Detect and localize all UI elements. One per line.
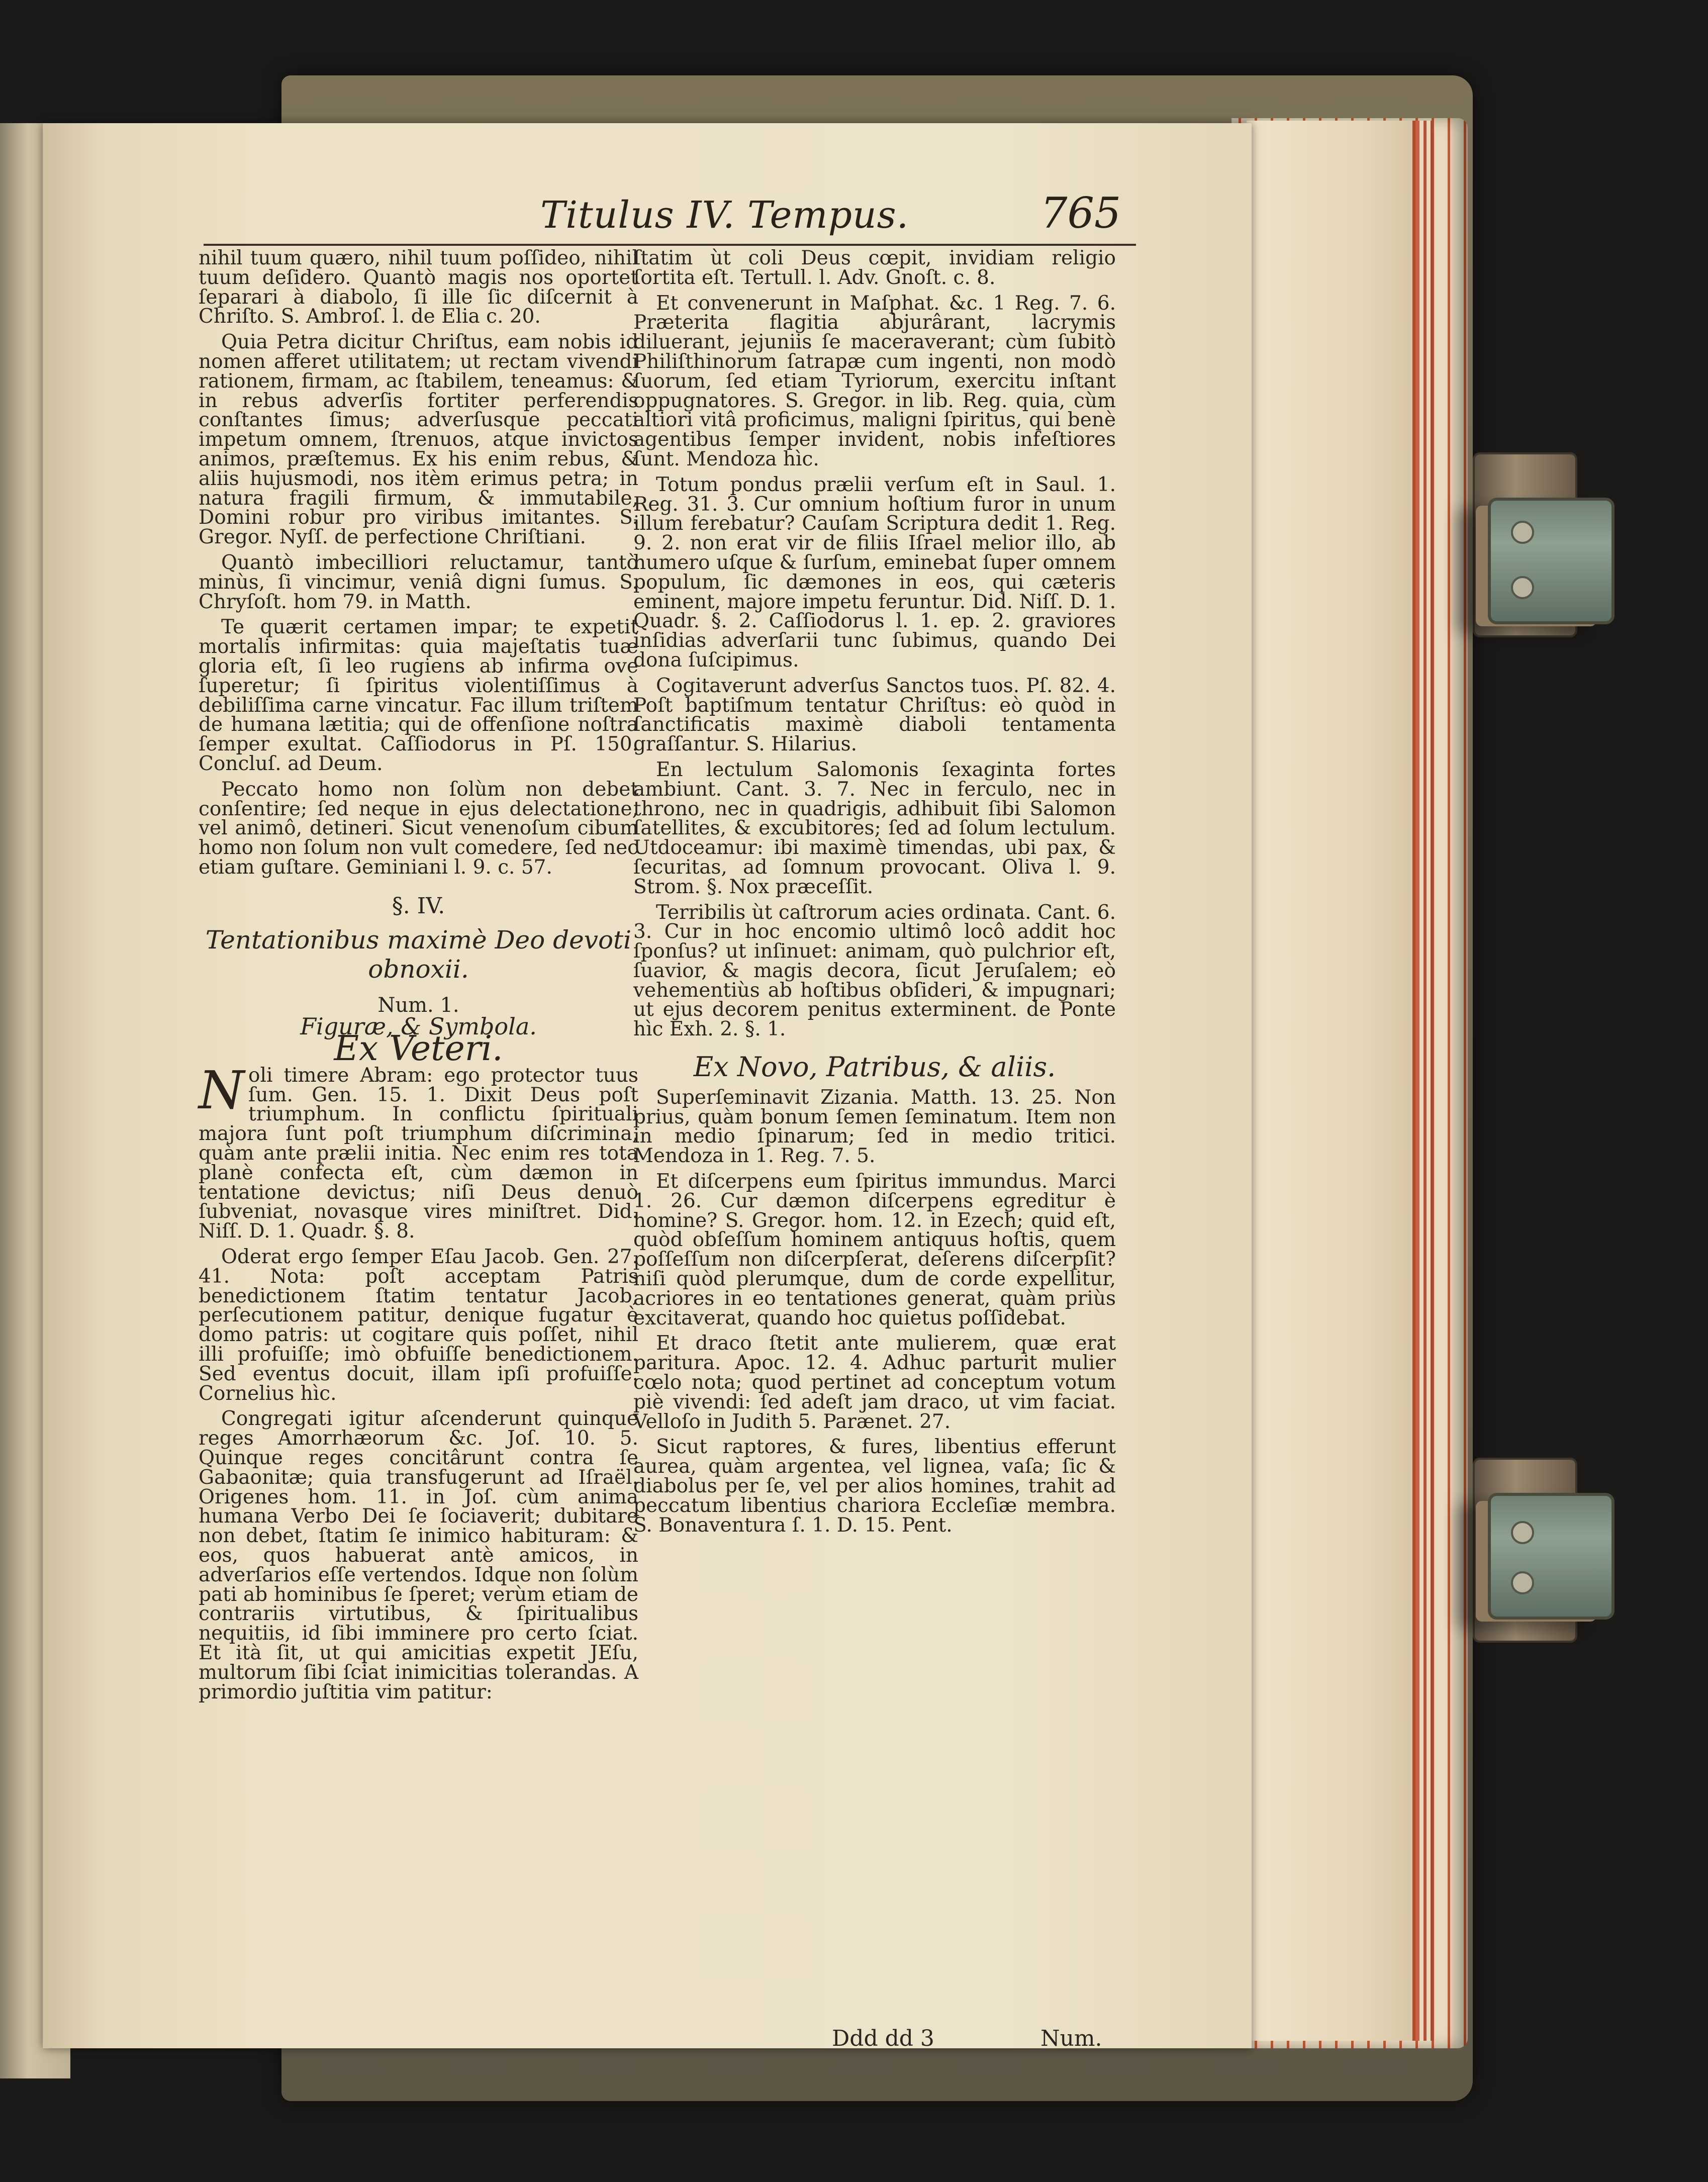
paragraph: Peccato homo non ſolùm non debet conſentire; ſed neque in ejus delectatione, vel animô, detineri. Sicut venenoſum cibum homo non ſolum non vult comedere, ſed nec etiam guſtare. Geminiani l. 9. c. 57. xyxy=(199,778,638,879)
number-label: Num. 1. xyxy=(377,993,459,1017)
left-column xyxy=(199,249,638,1708)
book-page xyxy=(43,123,1252,2051)
ex-novo-heading: Ex Novo, Patribus, & aliis. xyxy=(693,1051,1056,1083)
clasp-icon xyxy=(1488,498,1615,624)
paragraph: Sicut raptores, & fures, libentius efferunt aurea, quàm argentea, vel lignea, vaſa; ſic & diabolus per ſe, vel per alios homines, trahit ad peccatum libentius chariora Eccleſiæ membra. S. Bonaventura ſ. 1. D. 15. Pent. xyxy=(633,1436,1116,1537)
paragraph: En lectulum Salomonis ſexaginta fortes ambiunt. Cant. 3. 7. Nec in ferculo, nec in throno, nec in quadrigis, adhibuit ſibi Salomon ſatellites, & excubitores; ſed ad ſolum lectulum. Utdoceamur: ibi maximè timendas, ubi pax, & ſecuritas, ad ſomnum provocant. Oliva l. 9. Strom. §. Nox præceſſit. xyxy=(633,758,1116,898)
drop-cap: N xyxy=(199,1059,244,1121)
signature-mark: Ddd dd 3 xyxy=(832,2026,934,2051)
ex-veteri-heading: Ex Veteri. xyxy=(334,1029,503,1069)
paragraph: Oderat ergo ſemper Eſau Jacob. Gen. 27. 41. Nota: poſt acceptam Patris benedictionem ſtatim tentatur Jacob, perſecutionem patitur, denique fugatur è domo patris: ut cogitare quis poſſet, nihil illi profuiſſe; imò obfuiſſe benedictionem. Sed eventus docuit, illam ipſi profuiſſe. Cornelius hìc. xyxy=(199,1246,638,1405)
section-mark: §. IV. xyxy=(392,893,445,919)
running-title: Titulus IV. Tempus. xyxy=(540,194,909,237)
header-rule xyxy=(204,244,1136,246)
subtitle: Figuræ, & Symbola. xyxy=(300,1013,537,1040)
paragraph: Noli timere Abram: ego protector tuus ſum. Gen. 15. 1. Dixit Deus poſt triumphum. In conflictu ſpirituali majora ſunt poſt triumphum diſcrimina, quàm ante prælii initia. Nec enim res tota planè confecta eſt, cùm dæmon in tentatione devictus; niſi Deus denuò ſubveniat, novasque vires miniſtret. Did. Niſſ. D. 1. Quadr. §. 8. xyxy=(199,1059,638,1243)
paragraph: nihil tuum quæro, nihil tuum poſſideo, nihil tuum deſidero. Quantò magis nos oportet ſeparari à diabolo, ſi ille ſic diſcernit à Chriſto. S. Ambroſ. l. de Elia c. 20. xyxy=(199,247,638,328)
paragraph: Quantò imbecilliori reluctamur, tantò minùs, ſi vincimur, veniâ digni ſumus. S. Chryſoſt. hom 79. in Matth. xyxy=(199,551,638,613)
catchword: Num. xyxy=(1040,2026,1102,2051)
paragraph: ſtatim ùt coli Deus cœpit, invidiam religio ſortita eſt. Tertull. l. Adv. Gnoſt. c. 8. xyxy=(633,247,1116,289)
paragraph: Congregati igitur aſcenderunt quinque reges Amorrhæorum &c. Joſ. 10. 5. Quinque reges concitârunt contra ſe Gabaonitæ; quia transfugerunt ad Iſraël. Origenes hom. 11. in Joſ. cùm anima humana Verbo Dei ſe ſociaverit; dubitare non debet, ſtatim ſe inimico habituram: & eos, quos habuerat antè amicos, in adverſarios eſſe vertendos. Idque non ſolùm pati ab hominibus ſe ſperet; verùm etiam de contrariis virtutibus, & ſpiritualibus nequitiis, id ſibi imminere pro certo ſciat. Et ità ſit, ut qui amicitias expetit JEſu, multorum ſibi ſciat inimicitias tolerandas. A primordio juſtitia vim patitur: xyxy=(199,1407,638,1703)
paragraph: Te quærit certamen impar; te expetit mortalis infirmitas: quia majeſtatis tuæ gloria eſt, ſi leo rugiens ab infirma ove ſuperetur; ſi ſpiritus violentiſſimus à debiliſſima carne vincatur. Fac illum triſtem de humana lætitia; qui de offenſione noſtra ſemper exultat. Caſſiodorus in Pſ. 150. Concluſ. ad Deum. xyxy=(199,616,638,775)
clasp-icon xyxy=(1488,1493,1615,1620)
page-number: 765 xyxy=(1040,188,1121,238)
paragraph: Et diſcerpens eum ſpiritus immundus. Marci 1. 26. Cur dæmon diſcerpens egreditur è homine? S. Gregor. hom. 12. in Ezech; quid eſt, quòd obſeſſum hominem antiquus hoſtis, quem poſſeſſum non diſcerpſerat, deſerens diſcerpſit? niſi quòd plerumque, dum de corde expellitur, acriores in eo tentationes generat, quàm priùs excitaverat, quando hoc quietus poſſidebat. xyxy=(633,1170,1116,1330)
paragraph: Totum pondus prælii verſum eſt in Saul. 1. Reg. 31. 3. Cur omnium hoſtium furor in unum illum ferebatur? Cauſam Scriptura dedit 1. Reg. 9. 2. non erat vir de filiis Iſrael melior illo, ab humero uſque & ſurſum, eminebat ſuper omnem populum, ſic dæmones in eos, qui cæteris eminent, majore impetu feruntur. Did. Niſſ. D. 1. Quadr. §. 2. Caſſiodorus l. 1. ep. 2. graviores inſidias adverſarii tunc ſubimus, quando Dei dona ſuſcipimus. xyxy=(633,473,1116,672)
paragraph: Et draco ſtetit ante mulierem, quæ erat paritura. Apoc. 12. 4. Adhuc parturit mulier cœlo nota; quod pertinet ad conceptum votum piè vivendi: ſed adeſt jam draco, ut vim faciat. Velloſo in Judith 5. Parænet. 27. xyxy=(633,1332,1116,1433)
page-block-edge xyxy=(1247,121,1415,2041)
right-column xyxy=(633,249,1116,1541)
paragraph: Terribilis ùt caſtrorum acies ordinata. Cant. 6. 3. Cur in hoc encomio ultimô locô addit hoc ſponſus? ut inſinuet: animam, quò pulchrior eſt, ſuavior, & magis decora, ſicut Jeruſalem; eò vehementiùs ab hoſtibus obſideri, & impugnari; ut ejus decorem penitus exterminent. de Ponte hìc Exh. 2. §. 1. xyxy=(633,901,1116,1041)
paragraph: Et convenerunt in Maſphat. &c. 1 Reg. 7. 6. Præterita flagitia abjurârant, lacrymis diluerant, jejuniis ſe maceraverant; cùm ſubitò Philiſthinorum ſatrapæ cum ingenti, non modò ſuorum, ſed etiam Tyriorum, exercitu inſtant oppugnatores. S. Gregor. in lib. Reg. quia, cùm altiori vitâ proficimus, maligni ſpiritus, qui benè agentibus ſemper invident, nobis infeſtiores ſunt. Mendoza hìc. xyxy=(633,292,1116,470)
paragraph: Quia Petra dicitur Chriſtus, eam nobis id nomen afferet utilitatem; ut rectam vivendi rationem, firmam, ac ſtabilem, teneamus: & in rebus adverſis fortiter perferendis conſtantes ſimus; adverſusque peccati impetum omnem, ſtrenuos, atque invictos animos, præſtemus. Ex his enim rebus, & aliis hujusmodi, nos itèm erimus petra; in natura fragili firmum, & immutabile, Domini robur pro viribus imitantes. S. Gregor. Nyſſ. de perfectione Chriſtiani. xyxy=(199,331,638,549)
paragraph: Superſeminavit Zizania. Matth. 13. 25. Non prius, quàm bonum ſemen ſeminatum. Item non in medio ſpinarum; ſed in medio tritici. Mendoza in 1. Reg. 7. 5. xyxy=(633,1086,1116,1168)
section-title: Tentationibus maximè Deo devoti obnoxii. xyxy=(205,925,632,984)
paragraph: Cogitaverunt adverſus Sanctos tuos. Pſ. 82. 4. Poſt baptiſmum tentatur Chriſtus: eò quòd in ſanctificatis maximè diaboli tentamenta graſſantur. S. Hilarius. xyxy=(633,674,1116,756)
